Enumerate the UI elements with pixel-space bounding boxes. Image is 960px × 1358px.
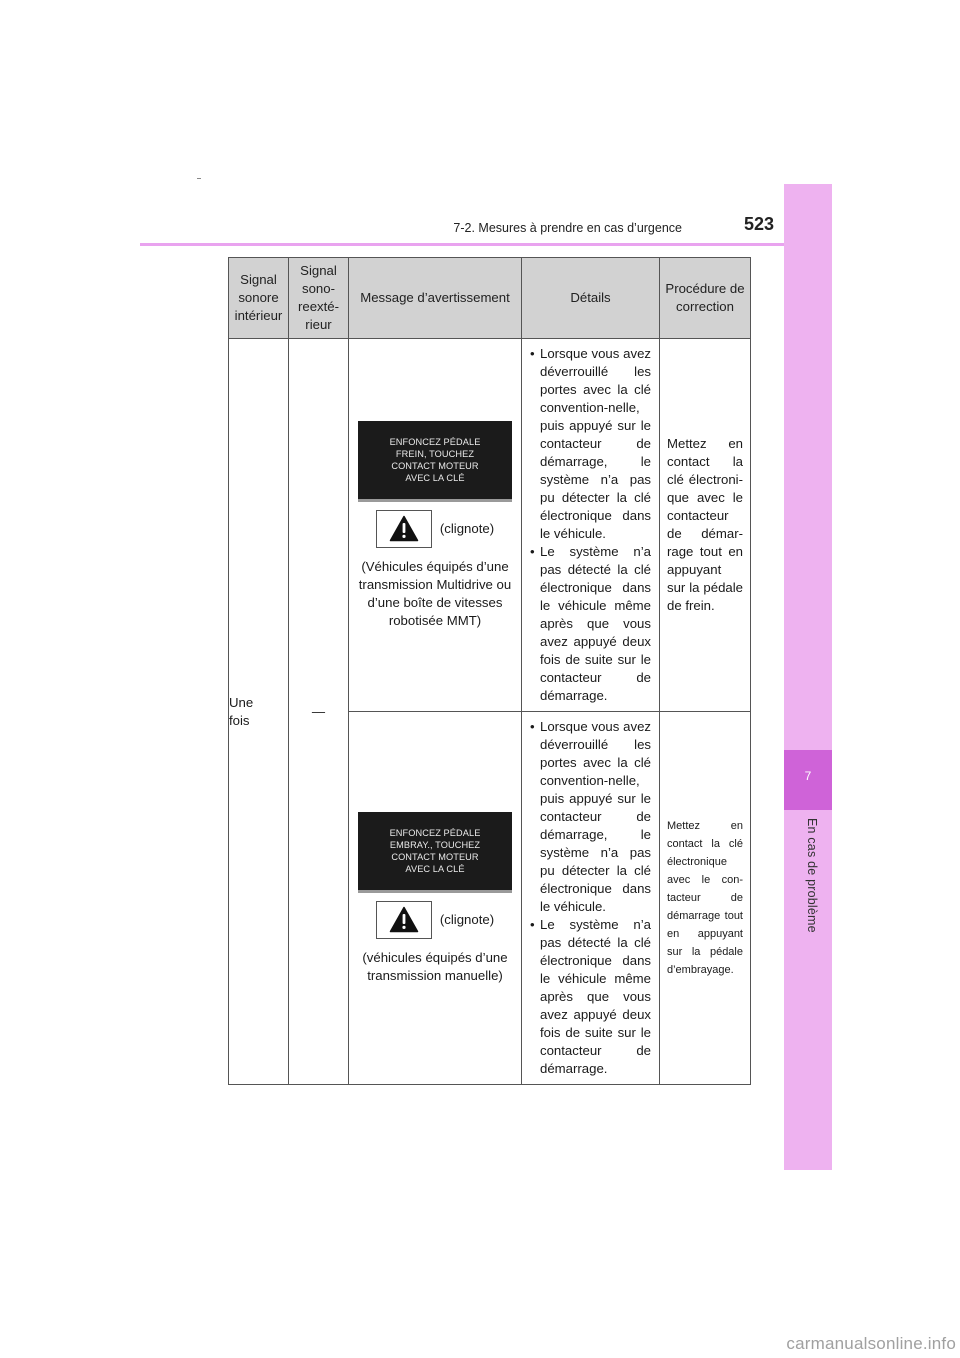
side-tab-upper: [784, 184, 832, 750]
exterior-signal-cell: [289, 339, 349, 1085]
vehicle-note: (véhicules équipés d’une transmission manuelle): [362, 949, 508, 983]
section-title: 7-2. Mesures à prendre en cas d’urgence: [453, 221, 682, 235]
side-tab-chapter-number: 7: [804, 769, 812, 783]
blink-label: (clignote): [439, 520, 495, 536]
table-row: [229, 339, 751, 712]
warning-triangle-icon: [376, 510, 432, 548]
list-item: • Le système n’a pas détecté la clé électronique dans le véhicule même après que vous avez appuyé deux fois de suite sur le contacteur de démarrage.: [530, 543, 651, 705]
display-screen: [358, 421, 512, 502]
warning-indicator-row: [349, 510, 521, 548]
display-screen: [358, 812, 512, 893]
side-tab-chapter-label: En cas de problème: [805, 818, 819, 933]
header-rule: [140, 243, 832, 246]
details-cell: [522, 712, 660, 1085]
display-line: CONTACT MOTEUR: [391, 460, 479, 471]
column-header-interior-signal: Signal sonore intérieur: [229, 258, 289, 339]
column-header-correction-procedure: Procédure de correction: [660, 258, 751, 339]
display-line: AVEC LA CLÉ: [405, 472, 465, 483]
blink-label: (clignote): [439, 911, 495, 927]
procedure-cell: [660, 339, 751, 712]
vehicle-note: (Véhicules équipés d’une transmission Multidrive ou d’une boîte de vitesses robotisée MMT): [358, 558, 512, 628]
display-line: FREIN, TOUCHEZ: [395, 448, 475, 459]
procedure-cell: [660, 712, 751, 1085]
details-cell: [522, 339, 660, 712]
procedure-text: Mettez en contact la clé électronique avec le con-tacteur de démarrage tout en appuyant sur la pédale d’embrayage.: [667, 820, 743, 976]
warning-messages-table: [228, 257, 751, 1085]
details-list: [522, 339, 659, 711]
display-line: EMBRAY., TOUCHEZ: [389, 839, 481, 850]
procedure-text: Mettez en contact la clé électroni-que avec le contacteur de démar-rage tout en appuyant sur la pédale de frein.: [667, 436, 743, 613]
warning-message-cell: [349, 712, 522, 1085]
list-item: • Le système n’a pas détecté la clé électronique dans le véhicule même après que vous avez appuyé deux fois de suite sur le contacteur de démarrage.: [530, 916, 651, 1078]
table-header-row: [229, 258, 751, 339]
column-header-warning-message: Message d’avertissement: [349, 258, 522, 339]
warning-message-cell: [349, 339, 522, 712]
page-number: 523: [743, 214, 774, 234]
page-corner-mark: [197, 178, 201, 179]
list-item: • Lorsque vous avez déverrouillé les portes avec la clé convention-nelle, puis appuyé sur le contacteur de démarrage, le système n’a pas pu détecter la clé électronique dans le véhicule.: [530, 718, 651, 916]
display-line: AVEC LA CLÉ: [405, 863, 465, 874]
warning-triangle-icon: [376, 901, 432, 939]
display-line: CONTACT MOTEUR: [391, 851, 479, 862]
interior-signal-value: Une fois: [229, 694, 254, 728]
list-item: • Lorsque vous avez déverrouillé les portes avec la clé convention-nelle, puis appuyé sur le contacteur de démarrage, le système n’a pas pu détecter la clé électronique dans le véhicule.: [530, 345, 651, 543]
warning-indicator-row: [349, 901, 521, 939]
column-header-exterior-signal: Signal sono-reexté-rieur: [289, 258, 349, 339]
interior-signal-cell: [229, 339, 289, 1085]
watermark: carmanualsonline.info: [786, 1334, 956, 1353]
exterior-signal-value: —: [311, 703, 326, 719]
details-list: [522, 712, 659, 1084]
column-header-details: Détails: [522, 258, 660, 339]
display-line: ENFONCEZ PÉDALE: [389, 436, 481, 447]
display-line: ENFONCEZ PÉDALE: [389, 827, 481, 838]
